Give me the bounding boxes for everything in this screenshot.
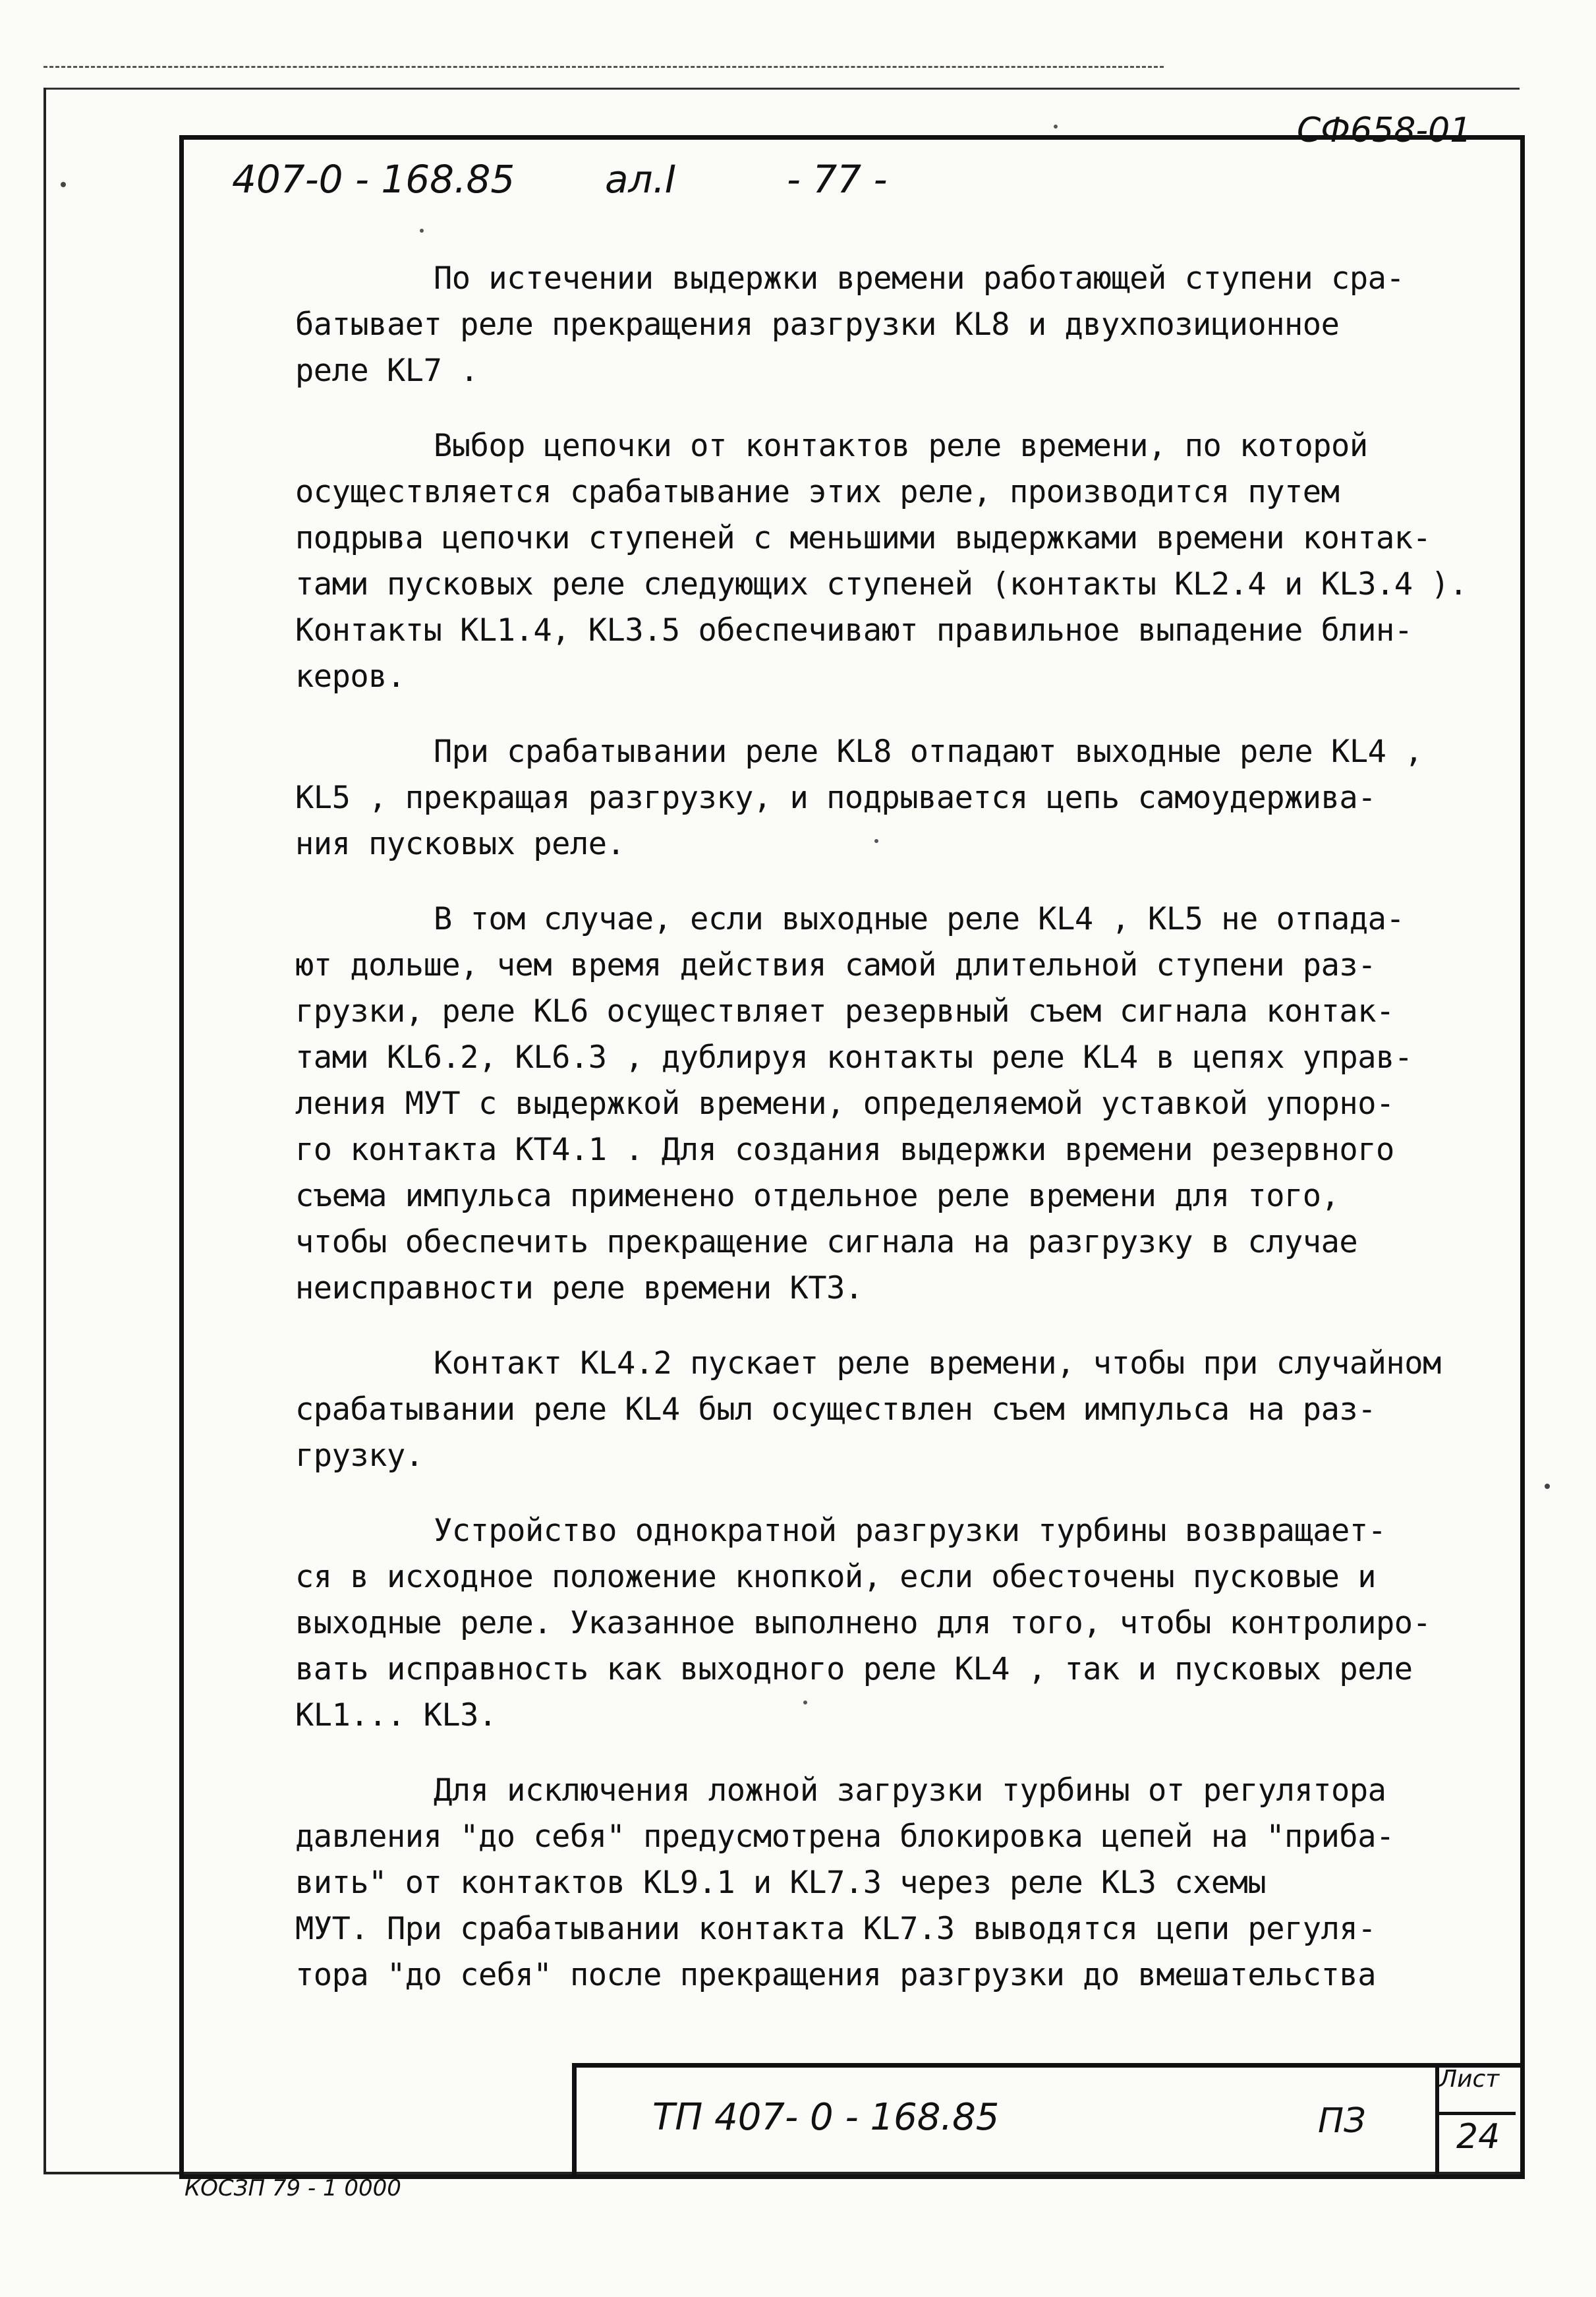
header-page-number: - 77 -	[787, 157, 888, 202]
paragraph-3-text: При срабатывании реле KL8 отпадают выходные реле KL4 , KL5 , прекращая разгрузку, и подрывается цепь самоудержива- ния пусковых реле.	[295, 734, 1423, 862]
paragraph-7-text: Для исключения ложной загрузки турбины от регулятора давления "до себя" предусмотрена блокировка цепей на "прибa- вить" от контактов KL9.1 и KL7.3 через реле KL3 схемы МУТ. При срабатывании контакта KL7.3 выводятся цепи регуля- тора "до себя" после прекращения разгрузки до вмешательства	[295, 1772, 1394, 1993]
title-block-sheet-label: Лист	[1439, 2066, 1500, 2093]
header-doc-code: 407-0 - 168.85	[232, 157, 515, 202]
header-sheet-ref: ал.I	[605, 157, 677, 202]
paragraph-2-text: Выбор цепочки от контактов реле времени, по которой осуществляется срабатывание этих реле, производится путем подрыва цепочки ступеней с меньшими выдержками времени контак- тами пусковых реле следующих ступеней (контакты KL2.4 и KL3.4 ). Контакты KL1.4, KL3.5 обеспечивают правильное выпадение блин- керов.	[295, 428, 1468, 695]
paragraph-4-text: В том случае, если выходные реле KL4 , KL5 не отпада- ют дольше, чем время действия самой длительной ступени раз- грузки, реле KL6 осуществляет резервный съем сигнала контак- тами KL6.2, KL6.3 , дублируя контакты реле KL4 в цепях управ- ления МУТ с выдержкой времени, определяемой уставкой упорно- го контакта KT4.1 . Для создания выдержки времени резервного съема импульса применено отдельное реле времени для того, чтобы обеспечить прекращение сигнала на разгрузку в случае неисправности реле времени KT3.	[295, 901, 1413, 1306]
paragraph-6-text: Устройство однократной разгрузки турбины возвращает- ся в исходное положение кнопкой, если обесточены пусковые и выходные реле. Указанное выполнено для того, чтобы контролиро- вать исправность как выходного реле KL4 , так и пусковых реле KL1... KL3.	[295, 1513, 1431, 1733]
paragraph-1-text: По истечении выдержки времени работающей ступени сра- батывает реле прекращения разгрузки KL8 и двухпозиционное реле KL7 .	[295, 260, 1405, 389]
corner-code: СФ658-01	[1297, 111, 1472, 150]
footer-print-code: КОСЗП 79 - 1 0000	[185, 2175, 401, 2201]
title-block-sheet-number: 24	[1456, 2117, 1500, 2157]
title-block-doc-type: ПЗ	[1318, 2101, 1366, 2141]
title-block-code: ТП 407- 0 - 168.85	[652, 2096, 1000, 2139]
paragraph-5-text: Контакт KL4.2 пускает реле времени, чтобы при случайном срабатывании реле KL4 был осуществлен съем импульса на раз- грузку.	[295, 1345, 1441, 1474]
